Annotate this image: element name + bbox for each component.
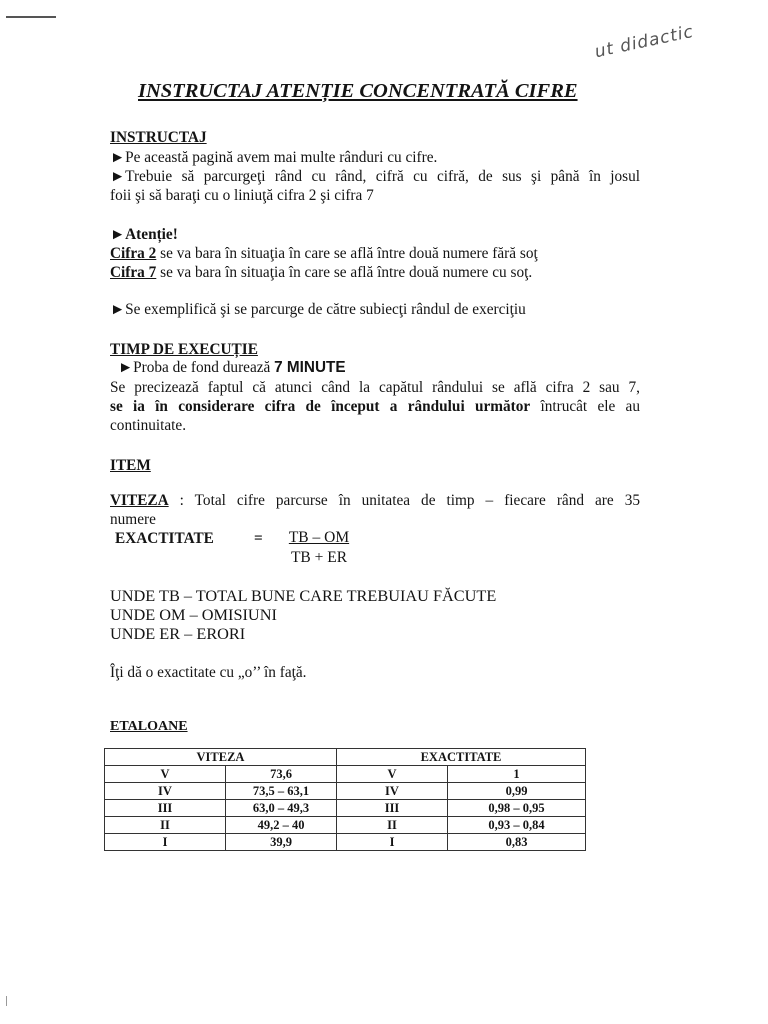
timp-line-4: continuitate.: [110, 417, 187, 434]
etaloane-heading: ETALOANE: [110, 719, 188, 734]
table-cell: 0,98 – 0,95: [448, 800, 586, 817]
exactitate-label: EXACTITATE: [115, 530, 214, 547]
table-cell: V: [337, 766, 448, 783]
table-cell: 49,2 – 40: [226, 817, 337, 834]
table-cell: III: [105, 800, 226, 817]
table-row: [105, 817, 586, 834]
formula-numerator: TB – OM: [288, 529, 350, 546]
exactitate-note: Îţi dă o exactitate cu „o’’ în faţă.: [110, 664, 307, 681]
cifra-7-text: se va bara în situaţia în care se află între două numere cu soţ.: [156, 264, 533, 281]
atentie-example: ►Se exemplifică şi se parcurge de către subiecţi rândul de exerciţiu: [110, 301, 526, 318]
table-cell: I: [337, 834, 448, 851]
table-header-row: [105, 749, 586, 766]
item-heading: ITEM: [110, 457, 151, 474]
header-exactitate: EXACTITATE: [337, 749, 586, 766]
table-cell: II: [337, 817, 448, 834]
viteza-label: VITEZA: [110, 492, 169, 509]
instructaj-line-1: ►Pe această pagină avem mai multe rânduri cu cifre.: [110, 149, 438, 166]
table-cell: 39,9: [226, 834, 337, 851]
timp-duration: 7 MINUTE: [274, 359, 346, 376]
timp-line-1: [118, 358, 346, 377]
table-row: [105, 834, 586, 851]
viteza-text: : Total cifre parcurse în unitatea de timp – fiecare rând are 35: [168, 492, 640, 509]
table-cell: IV: [337, 783, 448, 800]
timp-line-2: Se precizează faptul că atunci când la capătul rândului se află cifra 2 sau 7,: [110, 379, 640, 396]
instructaj-line-2: ►Trebuie să parcurgeţi rând cu rând, cifră cu cifră, de sus şi până în josul: [110, 168, 640, 185]
table-row: [105, 800, 586, 817]
table-cell: IV: [105, 783, 226, 800]
cifra-7-label: Cifra 7: [110, 264, 157, 281]
timp-heading: TIMP DE EXECUȚIE: [110, 341, 258, 358]
handwritten-note: ut didactic: [593, 21, 696, 63]
margin-tick-mark: [6, 996, 7, 1006]
table-cell: 1: [448, 766, 586, 783]
table-cell: V: [105, 766, 226, 783]
formula-denominator: TB + ER: [290, 549, 348, 566]
atentie-rule-2: [110, 263, 532, 282]
timp-line-3: [110, 397, 640, 416]
table-cell: I: [105, 834, 226, 851]
unde-tb: UNDE TB – TOTAL BUNE CARE TREBUIAU FĂCUTE: [110, 586, 497, 605]
table-cell: 73,6: [226, 766, 337, 783]
timp-line-1-text: ►Proba de fond durează: [118, 359, 275, 376]
table-row: [105, 783, 586, 800]
viteza-line-2: numere: [110, 511, 156, 528]
atentie-rule-1: [110, 244, 538, 263]
table-cell: 63,0 – 49,3: [226, 800, 337, 817]
margin-pen-mark: [6, 16, 56, 18]
table-cell: 0,93 – 0,84: [448, 817, 586, 834]
table-cell: 73,5 – 63,1: [226, 783, 337, 800]
table-cell: 0,83: [448, 834, 586, 851]
instructaj-line-3: foii şi să baraţi cu o liniuţă cifra 2 şi cifra 7: [110, 187, 374, 204]
cifra-2-label: Cifra 2: [110, 245, 157, 262]
cifra-2-text: se va bara în situaţia în care se află între două numere fără soţ: [156, 245, 538, 262]
etaloane-table: [104, 748, 586, 851]
table-cell: II: [105, 817, 226, 834]
instructaj-heading: INSTRUCTAJ: [110, 129, 207, 146]
table-cell: 0,99: [448, 783, 586, 800]
unde-er: UNDE ER – ERORI: [110, 624, 246, 643]
timp-line-3-bold: se ia în considerare cifra de început a rândului următor: [110, 398, 531, 415]
viteza-line: [110, 491, 640, 510]
unde-om: UNDE OM – OMISIUNI: [110, 605, 277, 624]
table-row: [105, 766, 586, 783]
header-viteza: VITEZA: [105, 749, 337, 766]
timp-line-3-text: întrucât ele au: [530, 398, 640, 415]
atentie-heading: ►Atenție!: [110, 226, 178, 243]
page-title: INSTRUCTAJ ATENȚIE CONCENTRATĂ CIFRE: [138, 80, 578, 102]
table-cell: III: [337, 800, 448, 817]
formula-equals: =: [254, 530, 263, 547]
